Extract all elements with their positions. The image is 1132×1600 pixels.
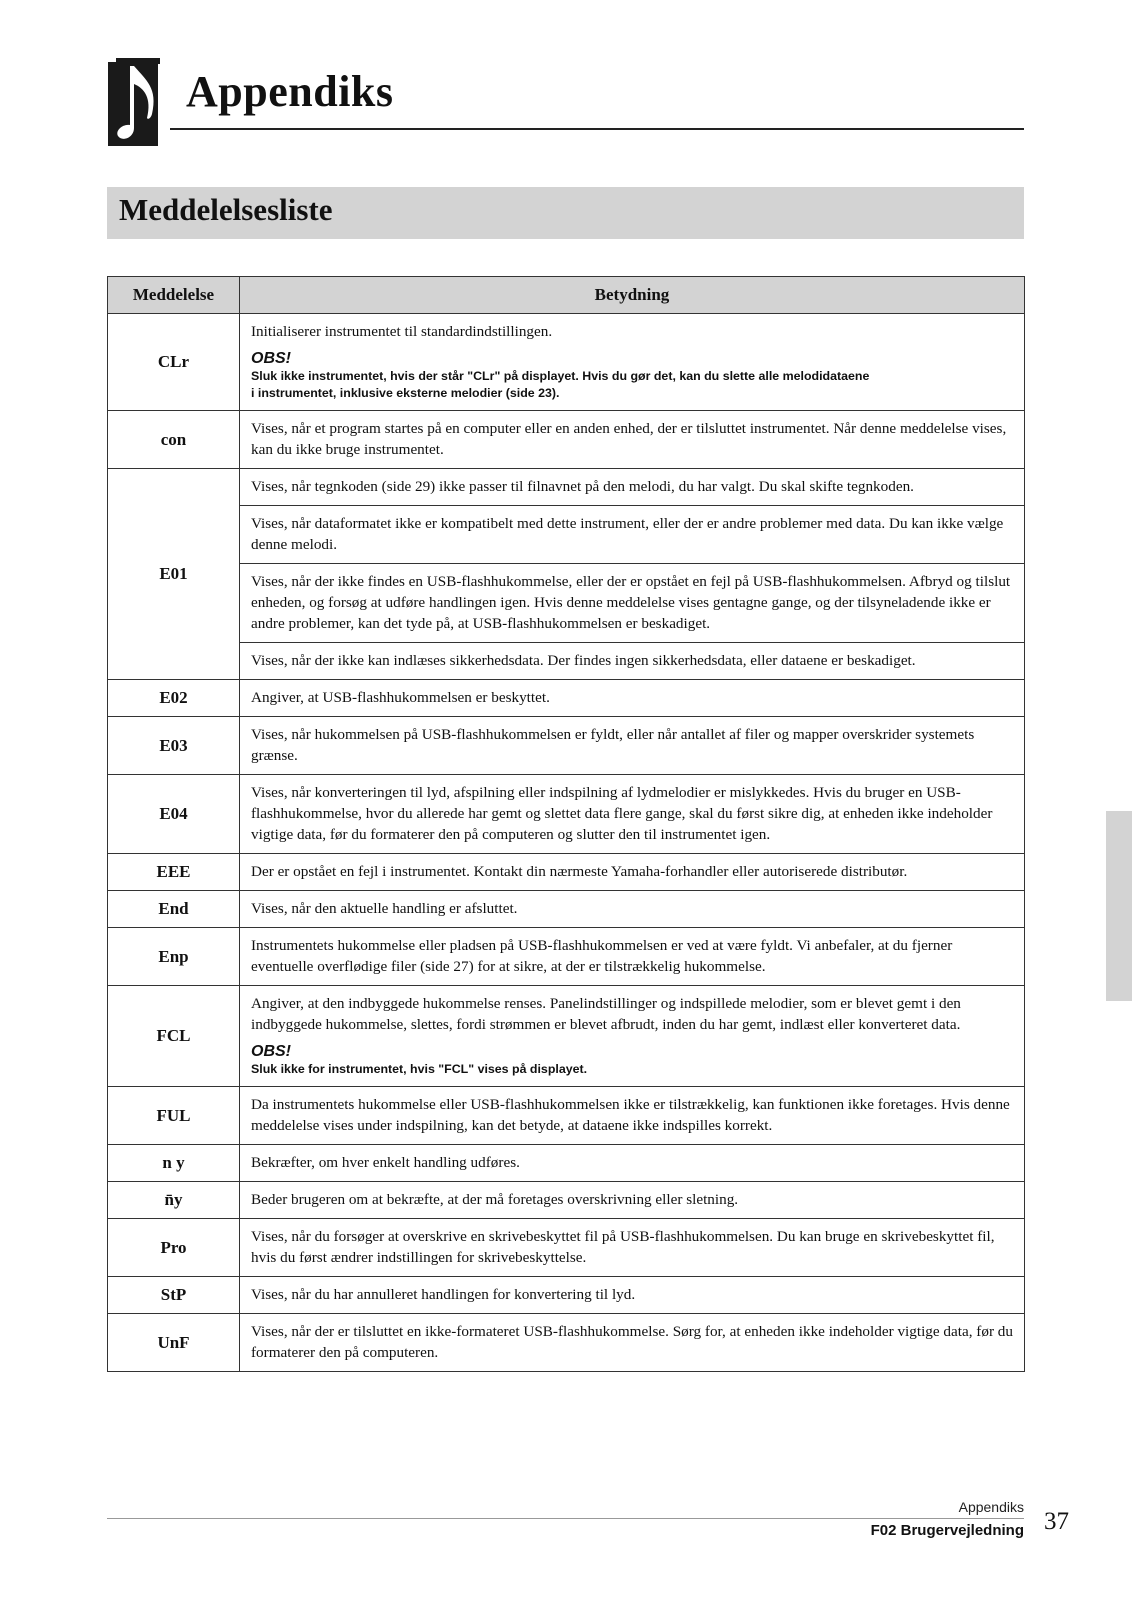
message-meaning	[240, 643, 1025, 680]
message-code: FUL	[108, 1087, 240, 1145]
message-code: StP	[108, 1277, 240, 1314]
message-meaning	[240, 1314, 1025, 1372]
table-row	[108, 469, 1025, 506]
table-row	[108, 928, 1025, 986]
message-meaning	[240, 1219, 1025, 1277]
table-row	[108, 564, 1025, 643]
section-header	[107, 187, 1024, 239]
page-number: 37	[1044, 1508, 1069, 1535]
message-code: n y	[108, 1145, 240, 1182]
message-code: UnF	[108, 1314, 240, 1372]
meaning-text: Beder brugeren om at bekræfte, at der må foretages overskrivning eller sletning.	[251, 1191, 739, 1208]
table-row	[108, 986, 1025, 1087]
chapter-music-note-icon	[108, 58, 166, 146]
table-row	[108, 643, 1025, 680]
note-label: OBS!	[251, 1043, 291, 1060]
footer-section-label: Appendiks	[958, 1499, 1024, 1515]
message-meaning	[240, 928, 1025, 986]
message-code: E02	[108, 680, 240, 717]
message-code: E03	[108, 717, 240, 775]
message-meaning	[240, 891, 1025, 928]
meaning-text: Initialiserer instrumentet til standardindstillingen.	[251, 323, 553, 340]
meaning-text: Vises, når hukommelsen på USB-flashhukommelsen er fyldt, eller når antallet af filer og mapper overskrider systemets grænse.	[251, 726, 975, 764]
message-meaning	[240, 469, 1025, 506]
note-text: Sluk ikke instrumentet, hvis der står "CLr" på displayet. Hvis du gør det, kan du slette alle melodidataene i instrumentet, inklusive eksterne melodier (side 23).	[251, 369, 870, 400]
table-row	[108, 775, 1025, 854]
table-row	[108, 1182, 1025, 1219]
meaning-text: Der er opstået en fejl i instrumentet. Kontakt din nærmeste Yamaha-forhandler eller autoriserede distributør.	[251, 863, 908, 880]
message-meaning	[240, 1145, 1025, 1182]
message-code: n̄y	[108, 1182, 240, 1219]
table-row	[108, 506, 1025, 564]
table-row	[108, 411, 1025, 469]
message-code: CLr	[108, 314, 240, 411]
table-row	[108, 854, 1025, 891]
footer-manual-title: F02 Brugervejledning	[870, 1522, 1024, 1539]
meaning-text: Vises, når der ikke findes en USB-flashhukommelse, eller der er opstået en fejl på USB-flashhukommelsen. Afbryd og tilslut enheden, og forsøg at udføre handlingen igen. Hvis denne meddelelse vises gentagne gange, og der tilsyneladende ikke er andre problemer, kan det tyde på, at USB-flashhukommelsen er beskadiget.	[251, 573, 1011, 632]
chapter-rule	[170, 128, 1024, 130]
table-header-row	[108, 277, 1025, 314]
meaning-text: Bekræfter, om hver enkelt handling udføres.	[251, 1154, 520, 1171]
meaning-text: Angiver, at USB-flashhukommelsen er beskyttet.	[251, 689, 550, 706]
table-row	[108, 1087, 1025, 1145]
meaning-text: Vises, når der ikke kan indlæses sikkerhedsdata. Der findes ingen sikkerhedsdata, eller dataene er beskadiget.	[251, 652, 916, 669]
message-code: Enp	[108, 928, 240, 986]
table-row	[108, 1145, 1025, 1182]
message-code: End	[108, 891, 240, 928]
meaning-text: Vises, når den aktuelle handling er afsluttet.	[251, 900, 518, 917]
meaning-text: Vises, når du har annulleret handlingen for konvertering til lyd.	[251, 1286, 636, 1303]
message-meaning	[240, 775, 1025, 854]
table-row	[108, 1219, 1025, 1277]
message-code: EEE	[108, 854, 240, 891]
message-code: FCL	[108, 986, 240, 1087]
note-label: OBS!	[251, 350, 291, 367]
meaning-text: Vises, når der er tilsluttet en ikke-formateret USB-flashhukommelse. Sørg for, at enheden ikke indeholder vigtige data, før du formaterer den på computeren.	[251, 1323, 1013, 1361]
message-code: E04	[108, 775, 240, 854]
message-meaning	[240, 1087, 1025, 1145]
message-meaning	[240, 986, 1025, 1087]
table-row	[108, 680, 1025, 717]
meaning-text: Vises, når du forsøger at overskrive en skrivebeskyttet fil på USB-flashhukommelsen. Du kan bruge en skrivebeskyttet fil, hvis du først ændrer indstillingen for skrivebeskyttelse.	[251, 1228, 995, 1266]
note-text: Sluk ikke for instrumentet, hvis "FCL" vises på displayet.	[251, 1062, 588, 1076]
message-meaning	[240, 854, 1025, 891]
meaning-text: Vises, når konverteringen til lyd, afspilning eller indspilning af lydmelodier er mislykkedes. Hvis du bruger en USB-flashhukommelse, hvor du allerede har gemt og slettet data flere gange, skal du først sikre dig, at enheden ikke indeholder vigtige data, før du formaterer den på computeren og slutter den til instrumentet igen.	[251, 784, 993, 843]
column-header-meaning: Betydning	[240, 277, 1025, 314]
message-meaning	[240, 680, 1025, 717]
message-meaning	[240, 717, 1025, 775]
meaning-text: Da instrumentets hukommelse eller USB-flashhukommelsen ikke er tilstrækkelig, kan funktionen ikke foretages. Hvis denne meddelelse vises under indspilning, kan det betyde, at dataene ikke indspilles korrekt.	[251, 1096, 1010, 1134]
message-meaning	[240, 314, 1025, 411]
meaning-text: Vises, når et program startes på en computer eller en anden enhed, der er tilsluttet instrumentet. Når denne meddelelse vises, kan du ikke bruge instrumentet.	[251, 420, 1007, 458]
table-row	[108, 1314, 1025, 1372]
message-meaning	[240, 1182, 1025, 1219]
message-code: con	[108, 411, 240, 469]
meaning-text: Vises, når tegnkoden (side 29) ikke passer til filnavnet på den melodi, du har valgt. Du skal skifte tegnkoden.	[251, 478, 914, 495]
table-row	[108, 314, 1025, 411]
chapter-title: Appendiks	[186, 67, 394, 116]
table-row	[108, 891, 1025, 928]
meaning-text: Vises, når dataformatet ikke er kompatibelt med dette instrument, eller der er andre problemer med data. Du kan ikke vælge denne melodi.	[251, 515, 1004, 553]
table-row	[108, 1277, 1025, 1314]
table-body	[108, 314, 1025, 1372]
meaning-text: Angiver, at den indbyggede hukommelse renses. Panelindstillinger og indspillede melodier, som er blevet gemt i den indbyggede hukommelse, slettes, fordi strømmen er blevet afbrudt, inden du har gemt, indlæst eller konverteret data.	[251, 995, 961, 1033]
column-header-message: Meddelelse	[108, 277, 240, 314]
side-tab-marker	[1106, 811, 1132, 1001]
footer-rule	[107, 1518, 1024, 1519]
message-code: E01	[108, 469, 240, 680]
message-meaning	[240, 564, 1025, 643]
message-meaning	[240, 411, 1025, 469]
message-code: Pro	[108, 1219, 240, 1277]
meaning-text: Instrumentets hukommelse eller pladsen på USB-flashhukommelsen er ved at være fyldt. Vi anbefaler, at du fjerner eventuelle overflødige filer (side 27) for at sikre, at der er tilstrækkelig hukommelse.	[251, 937, 953, 975]
message-meaning	[240, 1277, 1025, 1314]
message-table	[107, 276, 1025, 1372]
section-title: Meddelelsesliste	[119, 192, 333, 227]
message-meaning	[240, 506, 1025, 564]
table-row	[108, 717, 1025, 775]
